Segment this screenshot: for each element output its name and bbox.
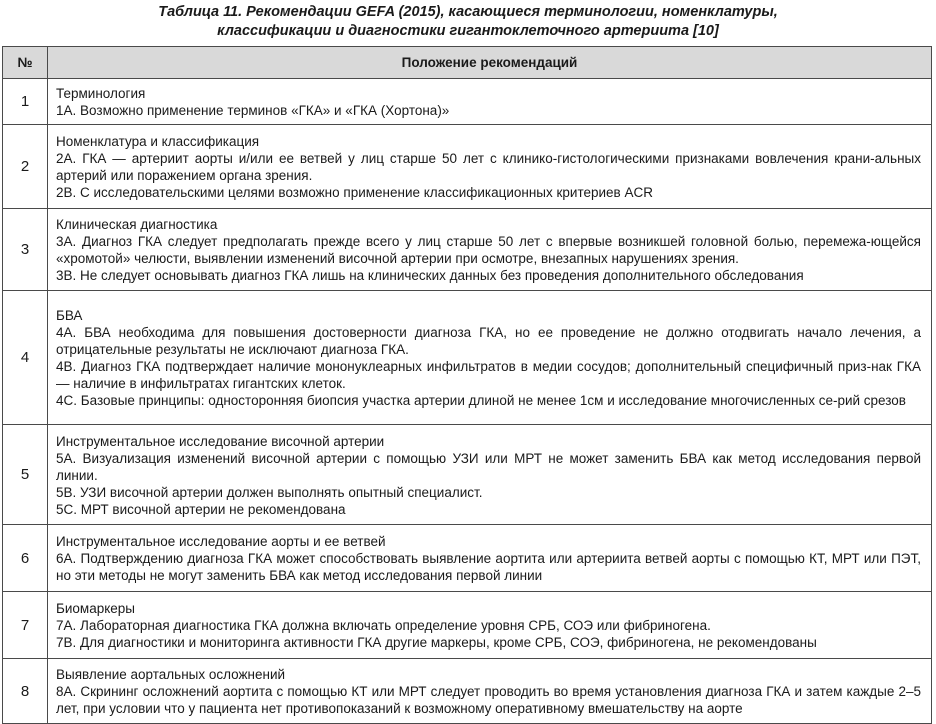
row-number: 4 — [3, 291, 48, 425]
table-row — [3, 79, 932, 125]
recommendation-cell — [48, 209, 932, 291]
recommendation-item: 2А. ГКА — артериит аорты и/или ее ветвей у лиц старше 50 лет с клинико-гистологическими признаками вовлечения крани-альных артерий или поражением органа зрения. — [56, 151, 921, 183]
row-number: 2 — [3, 125, 48, 209]
recommendation-cell — [48, 425, 932, 525]
table-row — [3, 209, 932, 291]
section-title: Инструментальное исследование аорты и ее ветвей — [56, 534, 386, 549]
table-row — [3, 659, 932, 724]
recommendation-cell — [48, 79, 932, 125]
recommendation-cell — [48, 291, 932, 425]
section-title: Инструментальное исследование височной артерии — [56, 433, 385, 449]
recommendation-item: 7В. Для диагностики и мониторинга активности ГКА другие маркеры, кроме СРБ, СОЭ, фибриногена, не рекомендованы — [56, 635, 817, 650]
section-title: БВА — [56, 308, 83, 323]
recommendation-item: 4А. БВА необходима для повышения достоверности диагноза ГКА, но ее проведение не должно отодвигать начало лечения, а отрицательные результаты не исключают диагноза ГКА. — [56, 325, 921, 357]
recommendation-item: 1А. Возможно применение терминов «ГКА» и «ГКА (Хортона)» — [56, 103, 450, 118]
recommendation-item: 2В. С исследовательскими целями возможно применение классификационных критериев ACR — [56, 185, 653, 200]
table-row — [3, 291, 932, 425]
section-title: Номенклатура и классификация — [56, 134, 260, 149]
header-recommendation: Положение рекомендаций — [48, 47, 932, 79]
recommendation-item: 3В. Не следует основывать диагноз ГКА лишь на клинических данных без проведения дополнительного обследования — [56, 268, 804, 283]
recommendation-item: 4В. Диагноз ГКА подтверждает наличие мононуклеарных инфильтратов в медии сосудов; дополнительный специфичный приз-нак ГКА — наличие в инфильтратах гигантских клеток. — [56, 359, 921, 391]
table-row — [3, 592, 932, 659]
recommendation-item: 5С. МРТ височной артерии не рекомендована — [56, 501, 346, 517]
header-row — [3, 47, 932, 79]
recommendation-item: 7А. Лабораторная диагностика ГКА должна включать определение уровня СРБ, СОЭ или фибриногена. — [56, 618, 711, 633]
row-number: 5 — [3, 425, 48, 525]
row-number: 3 — [3, 209, 48, 291]
row-number: 1 — [3, 79, 48, 125]
recommendation-cell — [48, 125, 932, 209]
recommendation-item: 6А. Подтверждению диагноза ГКА может способствовать выявление аортита или артериита ветвей аорты с помощью КТ, МРТ или ПЭТ, но эти методы не могут заменить БВА как метод исследования первой линии — [56, 551, 921, 583]
recommendation-item: 5В. УЗИ височной артерии должен выполнять опытный специалист. — [56, 484, 483, 500]
recommendation-item: 4С. Базовые принципы: односторонняя биопсия участка артерии длиной не менее 1см и исследование многочисленных се-рий срезов — [56, 393, 906, 408]
table-row — [3, 125, 932, 209]
table-row — [3, 525, 932, 592]
recommendation-cell — [48, 592, 932, 659]
table-header — [3, 47, 932, 79]
table-row — [3, 425, 932, 525]
row-number: 7 — [3, 592, 48, 659]
section-title: Биомаркеры — [56, 601, 135, 616]
table-caption-line-1: Таблица 11. Рекомендации GEFA (2015), касающиеся терминологии, номенклатуры, — [158, 4, 778, 20]
section-title: Терминология — [56, 86, 146, 101]
recommendation-item: 3А. Диагноз ГКА следует предполагать прежде всего у лиц старше 50 лет с впервые возникшей головной болью, перемежа-ющейся «хромотой» челюсти, выявлении изменений височной артерии при осмотре, внезапных нарушениях зрения. — [56, 234, 921, 266]
row-number: 8 — [3, 659, 48, 724]
recommendation-cell — [48, 659, 932, 724]
recommendations-table — [2, 46, 932, 724]
recommendation-item: 8А. Скрининг осложнений аортита с помощью КТ или МРТ следует проводить во время установления диагноза ГКА и затем каждые 2–5 лет, при условии что у пациента нет противопоказаний к возможному оперативному вмешательству на аорте — [56, 684, 921, 716]
row-number: 6 — [3, 525, 48, 592]
table-caption — [0, 3, 936, 41]
recommendation-cell — [48, 525, 932, 592]
recommendation-item: 5А. Визуализация изменений височной артерии с помощью УЗИ или МРТ не может заменить БВА как метод исследования первой линии. — [56, 450, 921, 483]
section-title: Выявление аортальных осложнений — [56, 667, 286, 682]
header-number: № — [3, 47, 48, 79]
table-caption-line-2: классификации и диагностики гигантоклеточного артериита [10] — [217, 23, 719, 39]
section-title: Клиническая диагностика — [56, 217, 218, 232]
table-body — [3, 79, 932, 724]
